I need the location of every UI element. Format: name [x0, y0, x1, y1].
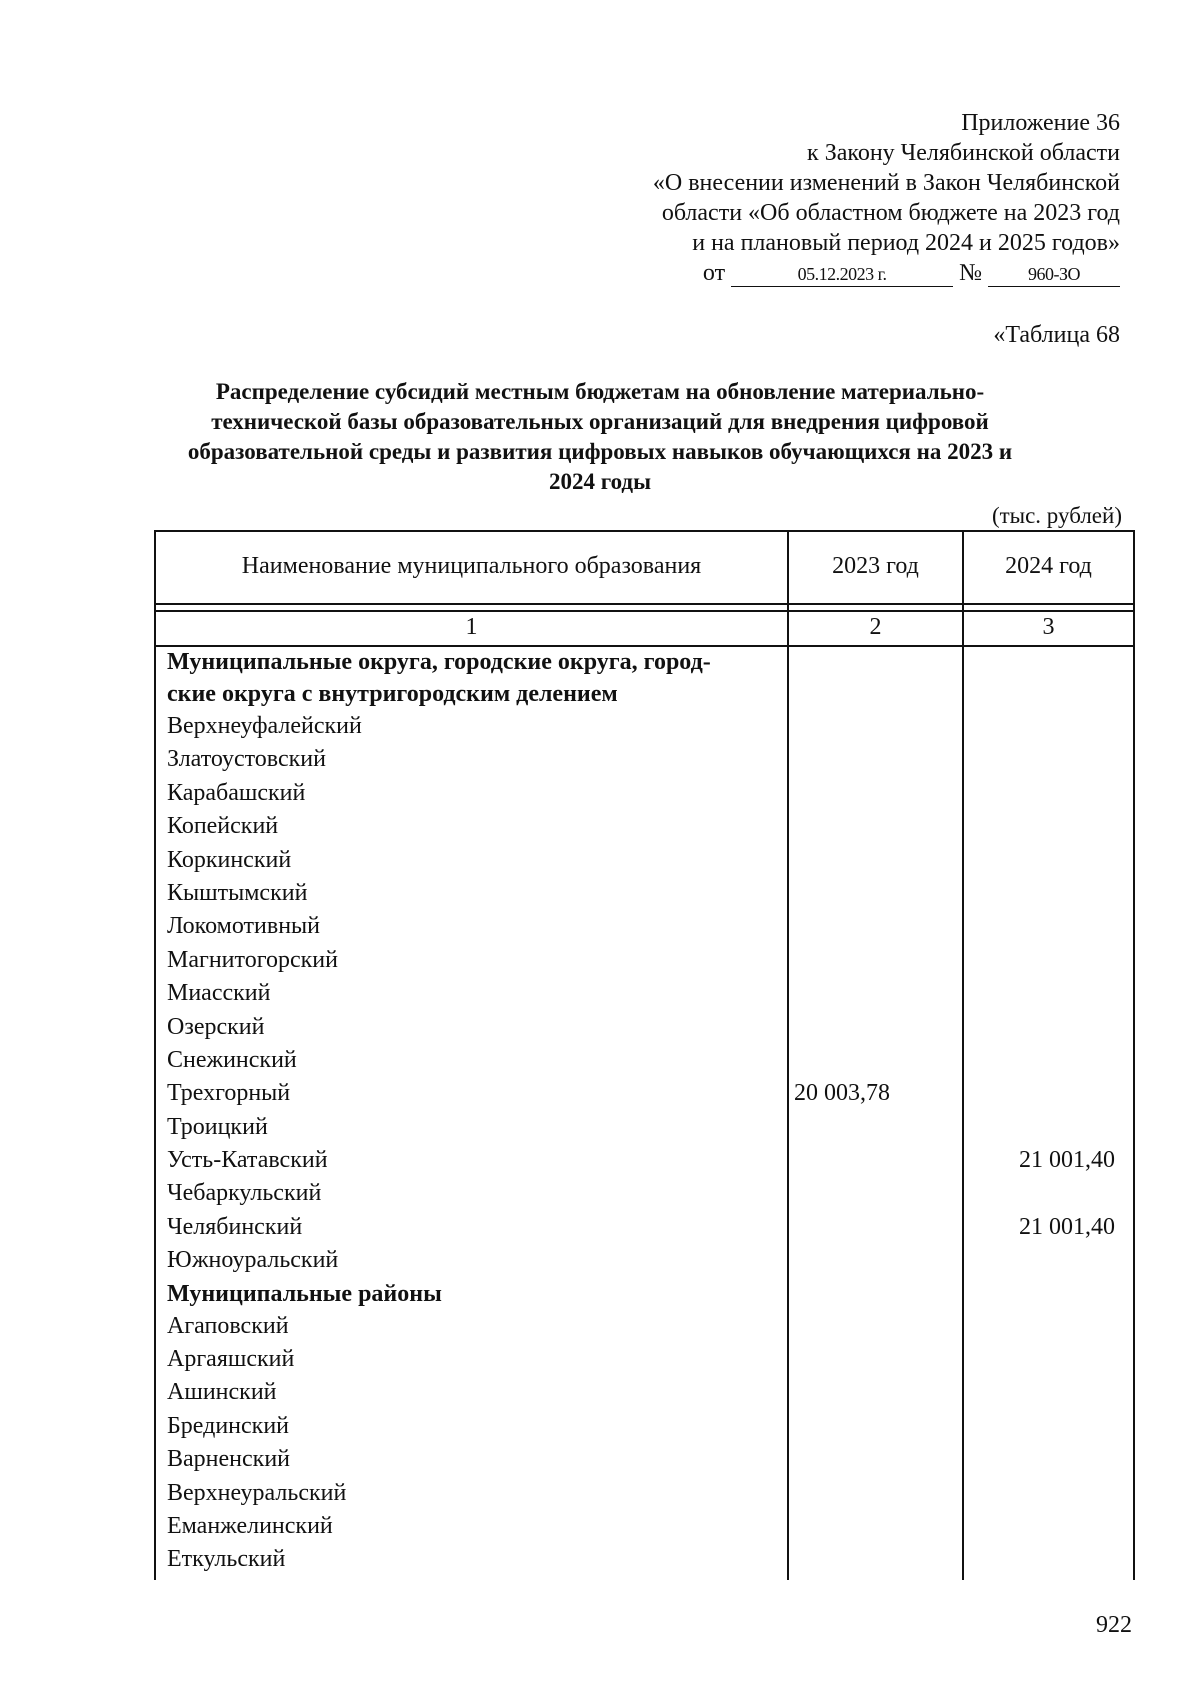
appendix-line: «О внесении изменений в Закон Челябинской: [652, 170, 1120, 196]
header-municipality: Наименование муниципального образования: [241, 553, 702, 579]
law-date-number-line: [520, 258, 1120, 288]
title-line: образовательной среды и развития цифровых навыков обучающихся на 2023 и: [187, 439, 1013, 464]
date-prefix: от: [702, 260, 726, 286]
table-row: Усть-Катавский 21 001,40: [167, 1147, 1115, 1174]
table-row: Агаповский: [167, 1312, 289, 1339]
table-row: Златоустовский: [167, 746, 326, 773]
table-row: Локомотивный: [167, 913, 321, 940]
table-border-numbers-top: [154, 610, 1134, 612]
table-row: Троицкий: [167, 1113, 268, 1140]
group-heading-districts: Муниципальные районы: [167, 1280, 442, 1307]
table-border-left: [154, 645, 156, 1580]
page-number: 922: [1096, 1612, 1132, 1638]
appendix-line: области «Об областном бюджете на 2023 год: [661, 200, 1120, 226]
table-row: Снежинский: [167, 1046, 297, 1073]
table-row: Карабашский: [167, 779, 306, 806]
appendix-block: [520, 108, 1120, 288]
column-number-1: 1: [465, 614, 478, 640]
units-label: (тыс. рублей): [991, 503, 1122, 528]
number-prefix: №: [959, 260, 982, 286]
table-row: Магнитогорский: [167, 946, 338, 973]
appendix-line: и на плановый период 2024 и 2025 годов»: [692, 230, 1120, 256]
appendix-line: Приложение 36: [961, 110, 1120, 136]
table-label: «Таблица 68: [993, 322, 1120, 348]
table-row: Чебаркульский: [167, 1180, 322, 1207]
table-row: Трехгорный 20 003,78: [167, 1080, 890, 1107]
group-heading-urban: Муниципальные округа, городские округа, город-: [167, 649, 711, 675]
header-2024: 2024 год: [1005, 553, 1092, 579]
title-line: 2024 годы: [548, 469, 652, 494]
appendix-line: к Закону Челябинской области: [807, 140, 1120, 166]
table-row: Челябинский 21 001,40: [167, 1213, 1115, 1240]
column-number-3: 3: [1042, 614, 1055, 640]
column-number-2: 2: [869, 614, 882, 640]
table-row: Еманжелинский: [167, 1512, 333, 1539]
title-line: Распределение субсидий местным бюджетам на обновление материально-: [215, 379, 985, 404]
table-row: Озерский: [167, 1013, 265, 1040]
table-row: Брединский: [167, 1412, 290, 1439]
table-border-top: [154, 530, 1134, 532]
table-row: Кыштымский: [167, 879, 308, 906]
law-number: 960-ЗО: [988, 262, 1120, 287]
table-row: Верхнеуральский: [167, 1479, 347, 1506]
table-border-header-bottom: [154, 603, 1134, 605]
table-row: Миасский: [167, 980, 271, 1007]
table-row: Верхнеуфалейский: [167, 713, 362, 739]
table-row: Копейский: [167, 813, 279, 840]
document-title: [150, 377, 1050, 497]
law-date: 05.12.2023 г.: [731, 262, 953, 287]
group-heading-urban-cont: ские округа с внутригородским делением: [167, 681, 618, 707]
table-row: Южноуральский: [167, 1247, 339, 1274]
table-row: Аргаяшский: [167, 1346, 295, 1373]
table-body: [167, 646, 1137, 1577]
table-row: Ашинский: [167, 1379, 277, 1406]
header-2023: 2023 год: [832, 553, 919, 579]
table-row: Коркинский: [167, 846, 292, 873]
table-row: Варненский: [167, 1446, 290, 1473]
title-line: технической базы образовательных организаций для внедрения цифровой: [211, 409, 989, 434]
table-row: Еткульский: [167, 1546, 286, 1573]
